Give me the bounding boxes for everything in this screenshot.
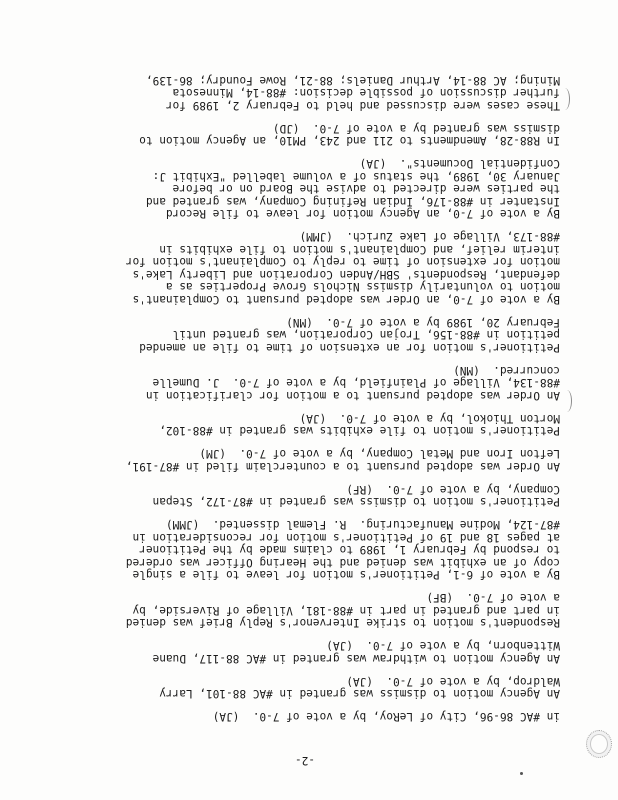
text-line: An Agency motion to dismiss was granted in #AC 88-101, Larry [159,687,560,701]
text-line: a vote of 7-0. (BF) [426,591,560,605]
page-number: -2- [294,754,316,767]
text-line: to respond by February 1, 1989 to claims made by the Petitioner [139,543,560,557]
paragraph-list [50,74,560,723]
text-line: Confidential Documents". (JA) [359,157,560,171]
text-line: Wittenborn, by a vote of 7-0. (JA) [326,639,560,653]
text-line: at pages 18 and 19 of Petitioner's motion for reconsideration in [132,531,560,544]
minutes-paragraph [50,639,560,664]
minutes-paragraph [50,230,560,305]
text-line: These cases were discussed and held to February 2, 1989 for [165,99,560,112]
text-line: Petitioner's motion for an extension of time to file an amended [139,341,560,354]
text-line: in part and granted in part in #88-181, Village of Riverside, by [132,604,560,617]
text-line: Morton Thiokol, by a vote of 7-0. (JA) [299,412,560,425]
text-line: copy of an exhibit was denied and the Hearing Officer was ordered [125,556,560,569]
text-line: concurred. (MN) [453,364,560,377]
minutes-paragraph [50,316,560,354]
text-line: motion for extension of time to reply to Complainant's motion for [125,255,560,269]
minutes-paragraph [50,675,560,700]
text-line: By a vote of 7-0, an Order was adopted pursuant to Complainant's [132,293,560,306]
text-line: interim relief, and Complainant's motion to file exhibits in [159,243,560,256]
text-line: the parties were directed to advise the Board on or before [172,182,560,196]
minutes-paragraph [50,122,560,147]
minutes-paragraph [50,157,560,220]
minutes-text [50,63,560,766]
text-line: In R88-28, Amendments to 211 and 243, PM10, an Agency motion to [139,134,560,148]
text-line: Instanter in #88-176, Indian Refining Company, was granted and [145,195,560,208]
text-line: motion to voluntarily dismiss Nichols Grove Properties as a [165,280,560,294]
text-line: An Order was adopted pursuant to a motion for clarification in [145,389,560,402]
text-line: in #AC 86-96, City of LeRoy, by a vote of 7-0. (JA) [212,710,560,724]
punch-hole-mark [560,88,570,110]
text-line: #87-124, Modine Manufacturing. R. Flemal dissented. (JMM) [165,518,560,532]
text-line: dismiss was granted by a vote of 7-0. (JD) [272,122,560,135]
text-line: Waldrop, by a vote of 7-0. (JA) [346,675,560,688]
text-line: An Agency motion to withdraw was granted in #AC 88-117, Duane [152,652,560,665]
text-line: Respondent's motion to strike Intervenor's Reply Brief was denied [125,616,560,630]
text-line: Mining; AC 88-14, Arthur Daniels; 88-21, Rowe Foundry; 86-139, [145,74,560,87]
text-line: February 20, 1989 by a vote of 7-0. (MN) [286,316,560,329]
minutes-paragraph [50,412,560,437]
text-line: Petitioner's motion to file exhibits was granted in #88-102, [159,424,560,438]
minutes-paragraph [50,483,560,508]
minutes-paragraph [50,518,560,581]
text-line: #88-173, Village of Lake Zurich. (JMM) [299,230,560,244]
text-line: By a vote of 7-0, an Agency motion for leave to file Record [165,207,560,221]
text-line: #88-134, Village of Plainfield, by a vote of 7-0. J. Dumelle [152,376,560,390]
text-line: Lefton Iron and Metal Company, by a vote of 7-0. (JM) [199,447,560,461]
minutes-paragraph [50,74,560,112]
minutes-paragraph [50,591,560,629]
text-line: further discussion of possible decision: #88-14, Minnesota [172,86,560,100]
punch-hole-mark [562,390,572,412]
text-line: By a vote of 6-1, Petitioner's motion for leave to file a single [132,568,560,582]
minutes-paragraph [50,710,560,723]
text-line: Company, by a vote of 7-0. (RF) [346,483,560,496]
minutes-paragraph [50,447,560,472]
minutes-paragraph [50,364,560,402]
text-line: Petitioner's motion to dismiss was granted in #87-172, Stepan [152,495,560,509]
text-line: petition in #88-156, Trojan Corporation, was granted until [172,328,560,342]
text-line: January 30, 1989, the status of a volume labelled "Exhibit J: [152,170,560,183]
scan-speck [520,772,523,775]
text-line: An Order was adopted pursuant to a counterclaim filed in #87-191, [125,460,560,473]
received-stamp [586,730,612,758]
text-line: defendant, Respondents' SBH/Anden Corporation and Liberty Lake's [132,268,560,281]
